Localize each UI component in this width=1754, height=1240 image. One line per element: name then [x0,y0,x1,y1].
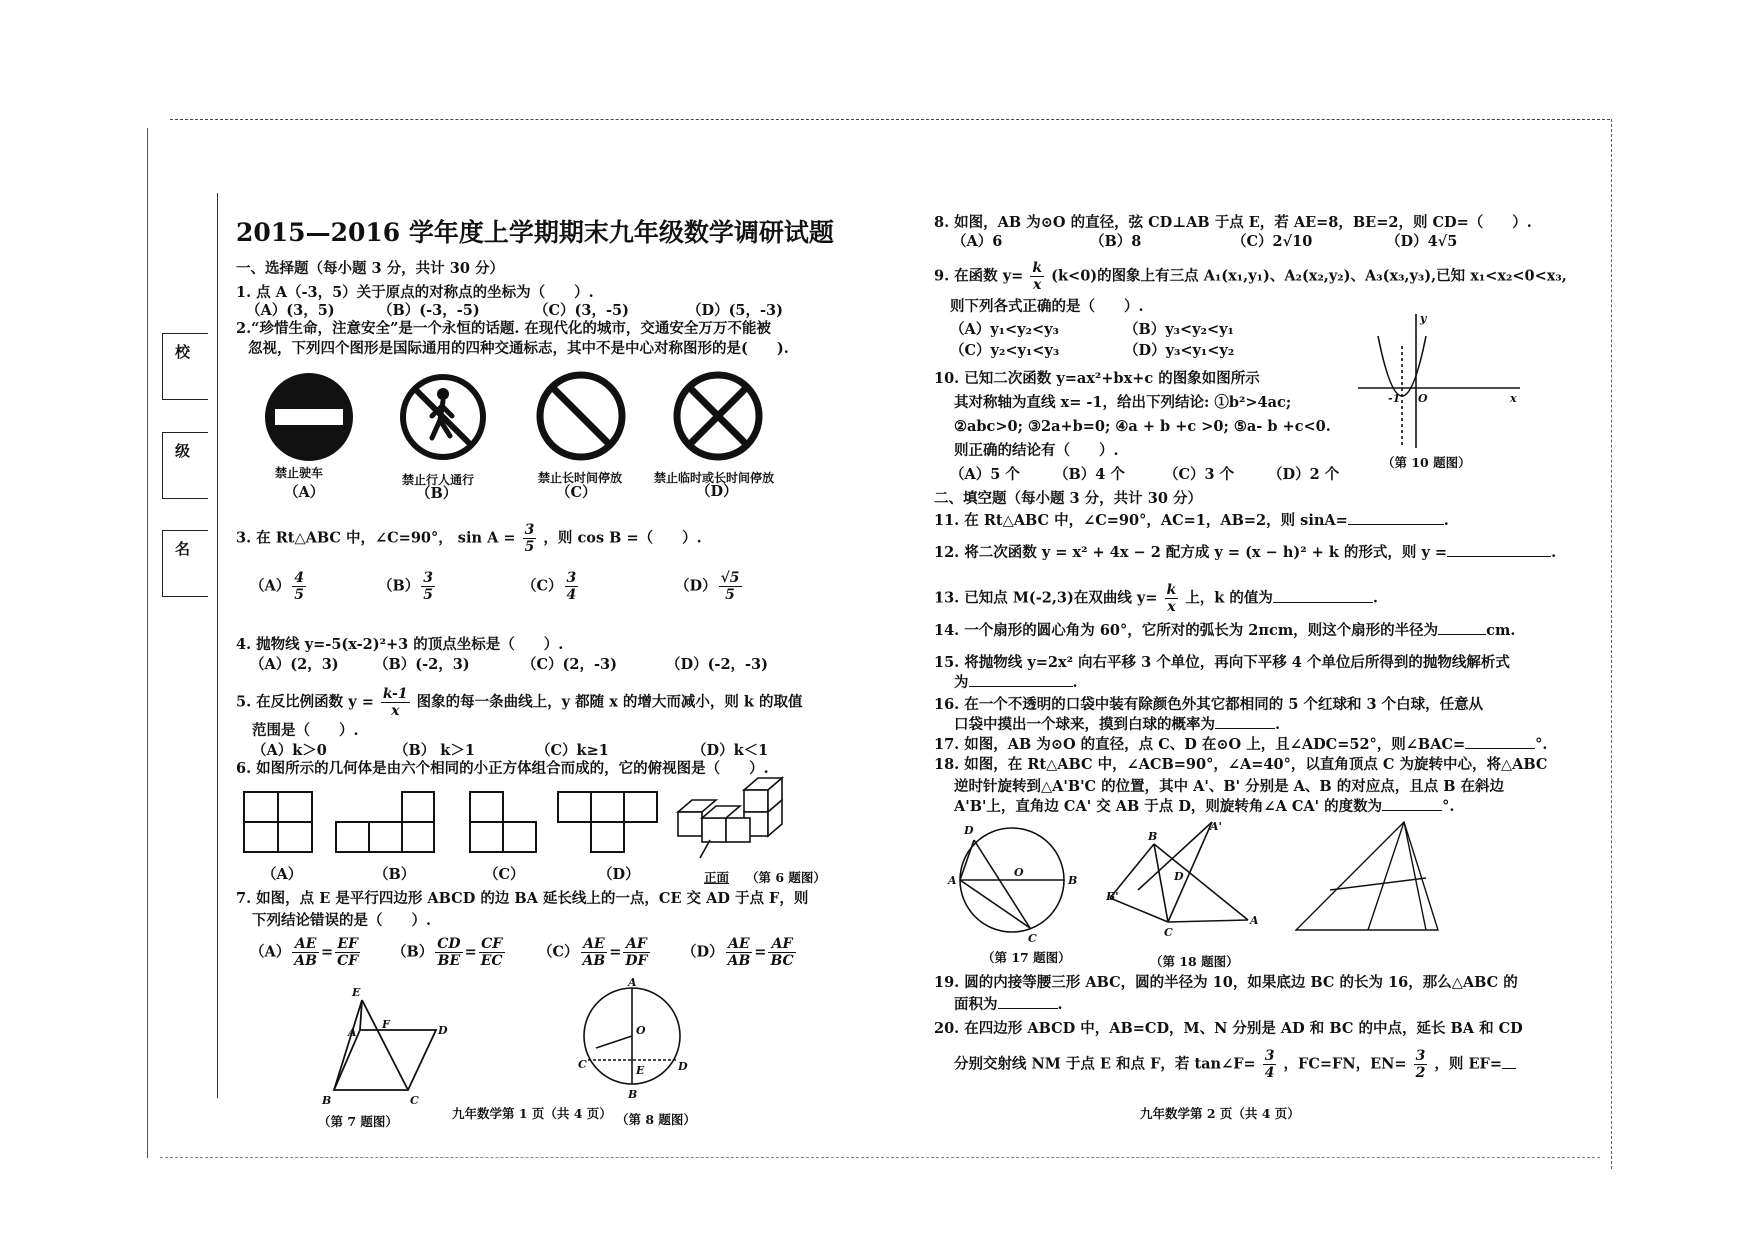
svg-text:D: D [964,824,974,837]
q4-option-a: （A）(2，3) [250,656,339,673]
q1-stem: 1. 点 A（-3，5）关于原点的对称点的坐标为（ ）. [236,284,594,301]
fig7-label-b: B [322,1094,332,1107]
q15-line1: 15. 将抛物线 y=2x² 向右平移 3 个单位，再向下平移 4 个单位后所得到的抛物线解析式 [934,654,1510,671]
q18-fig-caption: （第 18 题图） [1150,954,1239,969]
q6-view-b [334,790,436,854]
q18-figure [1108,818,1264,942]
svg-text:O: O [1014,866,1024,879]
q10-fig-caption: （第 10 题图） [1382,455,1471,470]
fig7-label-e: E [352,986,361,999]
svg-text:B: B [1148,830,1158,843]
q10-parabola-graph [1350,306,1526,456]
q4-option-c: （C）(2，-3) [522,656,617,673]
q8-stem: 8. 如图，AB 为⊙O 的直径，弦 CD⊥AB 于点 E，若 AE=8，BE=2，则 CD=（ ）. [934,214,1532,231]
q9-option-b: （B）y₃<y₂<y₁ [1124,321,1234,338]
footer-right: 九年数学第 2 页（共 4 页） [1140,1106,1300,1121]
q4-stem: 4. 抛物线 y=-5(x-2)²+3 的顶点坐标是（ ）. [236,636,564,653]
fig7-label-a: A [348,1026,357,1039]
sign-no-entry-bar [275,409,343,425]
q5-option-d: （D）k＜1 [692,742,769,759]
school-label: 校 [175,343,191,361]
top-border-line [170,119,1610,120]
q12: 12. 将二次函数 y = x² + 4x − 2 配方成 y = (x − h)² + k 的形式，则 y = . [934,544,1557,561]
q17-fig-caption: （第 17 题图） [982,950,1071,965]
q3-option-b: （B） $\frac{3}{5}$ [378,570,434,603]
sign-c-letter: （C） [556,484,597,501]
svg-text:x: x [1510,392,1517,405]
q3-stem-b: ，则 cos B =（ ）. [543,529,702,547]
q18-line3: A'B'上，直角边 CA' 交 AB 于点 D，则旋转角∠A CA' 的度数为 °. [954,798,1455,815]
q13: 13. 已知点 M(-2,3)在双曲线 y= $\frac{k}{x}$ 上，k 的值为 . [934,582,1378,615]
q5-option-b: （B） k＞1 [394,742,475,759]
q3-option-d: （D） $\frac{√5}{5}$ [675,570,740,603]
q6-solid-figure [676,772,788,864]
q6-stem: 6. 如图所示的几何体是由六个相同的小正方体组合而成的，它的俯视图是（ ）. [236,760,769,777]
fig7-label-d: D [438,1024,448,1037]
q5-option-c: （C）k≥1 [536,742,609,759]
q7-line2: 下列结论错误的是（ ）. [252,912,432,929]
section1-heading: 一、选择题（每小题 3 分，共计 30 分） [236,260,504,277]
q8-option-d: （D）4√5 [1386,233,1458,250]
q7-option-c: （C） $\frac{AE}{AB}$ = $\frac{AF}{DF}$ [538,936,648,969]
q4-option-d: （D）(-2，-3) [666,656,769,673]
svg-text:y: y [1420,312,1427,325]
q5-stem: 5. 在反比例函数 y = $\frac{k-1}{x}$ 图象的每一条曲线上，y 都随 x 的增大而减小，则 k 的取值 [236,686,803,719]
q7-option-b: （B） $\frac{CD}{BE}$ = $\frac{CF}{EC}$ [392,936,503,969]
q10-option-d: （D）2 个 [1268,466,1340,483]
q10-line2: 其对称轴为直线 x= -1，给出下列结论: ①b²>4ac; [954,394,1292,411]
right-border-line [1611,119,1612,1169]
sign-no-entry [262,370,356,464]
q15-line2: 为 . [954,674,1078,691]
svg-text:A: A [628,976,637,989]
q3-stem [236,522,702,555]
svg-text:D: D [1174,870,1184,883]
q6-option-c: （C） [484,866,525,883]
q18-line1: 18. 如图，在 Rt△ABC 中，∠ACB=90°，∠A=40°，以直角顶点 C 为旋转中心，将△ABC [934,756,1548,773]
q10-option-c: （C）3 个 [1164,466,1235,483]
q6-view-c [468,790,538,854]
sign-b-caption: 禁止行人通行 [402,473,475,487]
pedestrian-head [437,388,449,400]
q6-view-a [242,790,314,854]
sign-no-stopping [672,370,764,462]
footer-left: 九年数学第 1 页（共 4 页） [452,1106,612,1121]
q16-line2: 口袋中摸出一个球来，摸到白球的概率为 . [954,716,1281,733]
q6-view-d [556,790,660,854]
q2-line1: 2.“珍惜生命，注意安全”是一个永恒的话题. 在现代化的城市，交通安全万万不能被 [236,320,771,337]
q3-option-a: （A） $\frac{4}{5}$ [250,570,305,603]
svg-text:B': B' [1106,890,1119,903]
sign-b-letter: （B） [416,485,458,502]
svg-text:-1: -1 [1388,392,1401,405]
svg-text:O: O [636,1024,646,1037]
sign-a-caption: 禁止驶车 [275,466,324,480]
svg-text:C: C [1028,932,1037,945]
left-border-line [147,128,148,1158]
page-title: 2015—2016 学年度上学期期末九年级数学调研试题 [236,218,834,247]
sign-d-letter: （D） [696,483,738,500]
q16-line1: 16. 在一个不透明的口袋中装有除颜色外其它都相同的 5 个红球和 3 个白球，任意从 [934,696,1484,713]
q18-line2: 逆时针旋转到△A'B'C 的位置，其中 A'、B' 分别是 A、B 的对应点，且点 B 在斜边 [954,778,1505,795]
grade-label: 级 [175,442,191,460]
q3-option-c: （C） $\frac{3}{4}$ [522,570,577,603]
fig7-label-c: C [410,1094,419,1107]
q18-sketch [1290,818,1450,942]
q8-option-a: （A）6 [952,233,1003,250]
svg-text:D: D [678,1060,688,1073]
q19-line2: 面积为 . [954,996,1063,1013]
q17-figure [948,818,1080,946]
sign-d-caption: 禁止临时或长时间停放 [654,471,775,485]
svg-text:A: A [948,874,957,887]
q2-line2: 忽视，下列四个图形是国际通用的四种交通标志，其中不是中心对称图形的是( ). [248,340,789,357]
svg-text:A: A [1250,914,1259,927]
q10-option-b: （B）4 个 [1054,466,1125,483]
q7-figure [312,980,452,1112]
q10-line4: 则正确的结论有（ ）. [954,442,1119,459]
q8-option-b: （B）8 [1090,233,1142,250]
q6-option-d: （D） [598,866,640,883]
binding-line [217,193,218,1098]
q1-option-c: （C）(3，-5) [534,302,629,319]
q9-line2: 则下列各式正确的是（ ）. [950,298,1144,315]
q8-option-c: （C）2√10 [1232,233,1313,250]
q20-line1: 20. 在四边形 ABCD 中，AB=CD，M、N 分别是 AD 和 BC 的中点，延长 BA 和 CD [934,1020,1523,1037]
q5-option-a: （A）k＞0 [252,742,327,759]
svg-text:E: E [636,1064,645,1077]
sign-a-letter: （A） [284,484,325,501]
svg-text:B: B [628,1088,638,1101]
q17: 17. 如图，AB 为⊙O 的直径，点 C、D 在⊙O 上，且∠ADC=52°，则∠BAC= °. [934,736,1548,753]
q7-option-d: （D） $\frac{AE}{AB}$ = $\frac{AF}{BC}$ [682,936,794,969]
svg-text:A': A' [1210,820,1222,833]
q11: 11. 在 Rt△ABC 中，∠C=90°，AC=1，AB=2，则 sinA= . [934,512,1449,529]
q9-option-a: （A）y₁<y₂<y₃ [950,321,1059,338]
q10-line1: 10. 已知二次函数 y=ax²+bx+c 的图象如图所示 [934,370,1260,387]
q7-fig-caption: （第 7 题图） [318,1114,398,1129]
q6-fig-caption: （第 6 题图） [746,870,826,885]
q6-front-label: 正面 [704,870,730,885]
q1-option-a: （A）(3，5) [246,302,335,319]
q3-stem-a: 3. 在 Rt△ABC 中，∠C=90°， sin A = [236,529,516,547]
q9-option-c: （C）y₂<y₁<y₃ [950,342,1060,359]
q9-fraction: $\frac{k}{x}$ [1032,260,1043,293]
sign-no-pedestrians [398,372,488,462]
fig7-label-f: F [382,1018,390,1031]
q9-option-d: （D）y₃<y₁<y₂ [1124,342,1235,359]
svg-text:C: C [578,1058,587,1071]
q20-line2: 分别交射线 NM 于点 E 和点 F，若 tan∠F= $\frac{3}{4}$ ，FC=FN，EN= $\frac{3}{2}$ ，则 EF= [954,1048,1516,1081]
q19-line1: 19. 圆的内接等腰三形 ABC，圆的半径为 10，如果底边 BC 的长为 16，那么△ABC 的 [934,974,1518,991]
q3-sin-fraction: $\frac{3}{5}$ [524,522,535,555]
q4-option-b: （B）(-2，3) [374,656,470,673]
q10-line3: ②abc>0; ③2a+b=0; ④a + b +c >0; ⑤a- b +c<0. [954,418,1331,435]
q7-option-a: （A） $\frac{AE}{AB}$ = $\frac{EF}{CF}$ [250,936,359,969]
q8-fig-caption: （第 8 题图） [616,1112,696,1127]
svg-text:C: C [1164,926,1173,939]
q6-option-b: （B） [374,866,416,883]
q8-figure [578,978,688,1100]
svg-text:B: B [1068,874,1078,887]
q7-line1: 7. 如图，点 E 是平行四边形 ABCD 的边 BA 延长线上的一点，CE 交 AD 于点 F，则 [236,890,809,907]
q9-stem: 9. 在函数 y= $\frac{k}{x}$ (k<0)的图象上有三点 A₁(x₁,y₁)、A₂(x₂,y₂)、A₃(x₃,y₃),已知 x₁<x₂<0<x₃, [934,260,1567,293]
sign-no-parking [535,370,627,462]
q6-option-a: （A） [262,866,303,883]
q5-line2: 范围是（ ）. [252,722,359,739]
bottom-border-line [160,1157,1600,1158]
name-label: 名 [175,540,191,558]
section2-heading: 二、填空题（每小题 3 分，共计 30 分） [934,490,1202,507]
q5-fraction: $\frac{k-1}{x}$ [382,686,408,719]
q1-option-b: （B）(-3，-5) [378,302,480,319]
sign-c-caption: 禁止长时间停放 [538,471,623,485]
q14: 14. 一个扇形的圆心角为 60°，它所对的弧长为 2πcm，则这个扇形的半径为 cm. [934,622,1516,639]
q10-option-a: （A）5 个 [950,466,1020,483]
svg-text:O: O [1418,392,1428,405]
q1-option-d: （D）(5，-3) [687,302,783,319]
